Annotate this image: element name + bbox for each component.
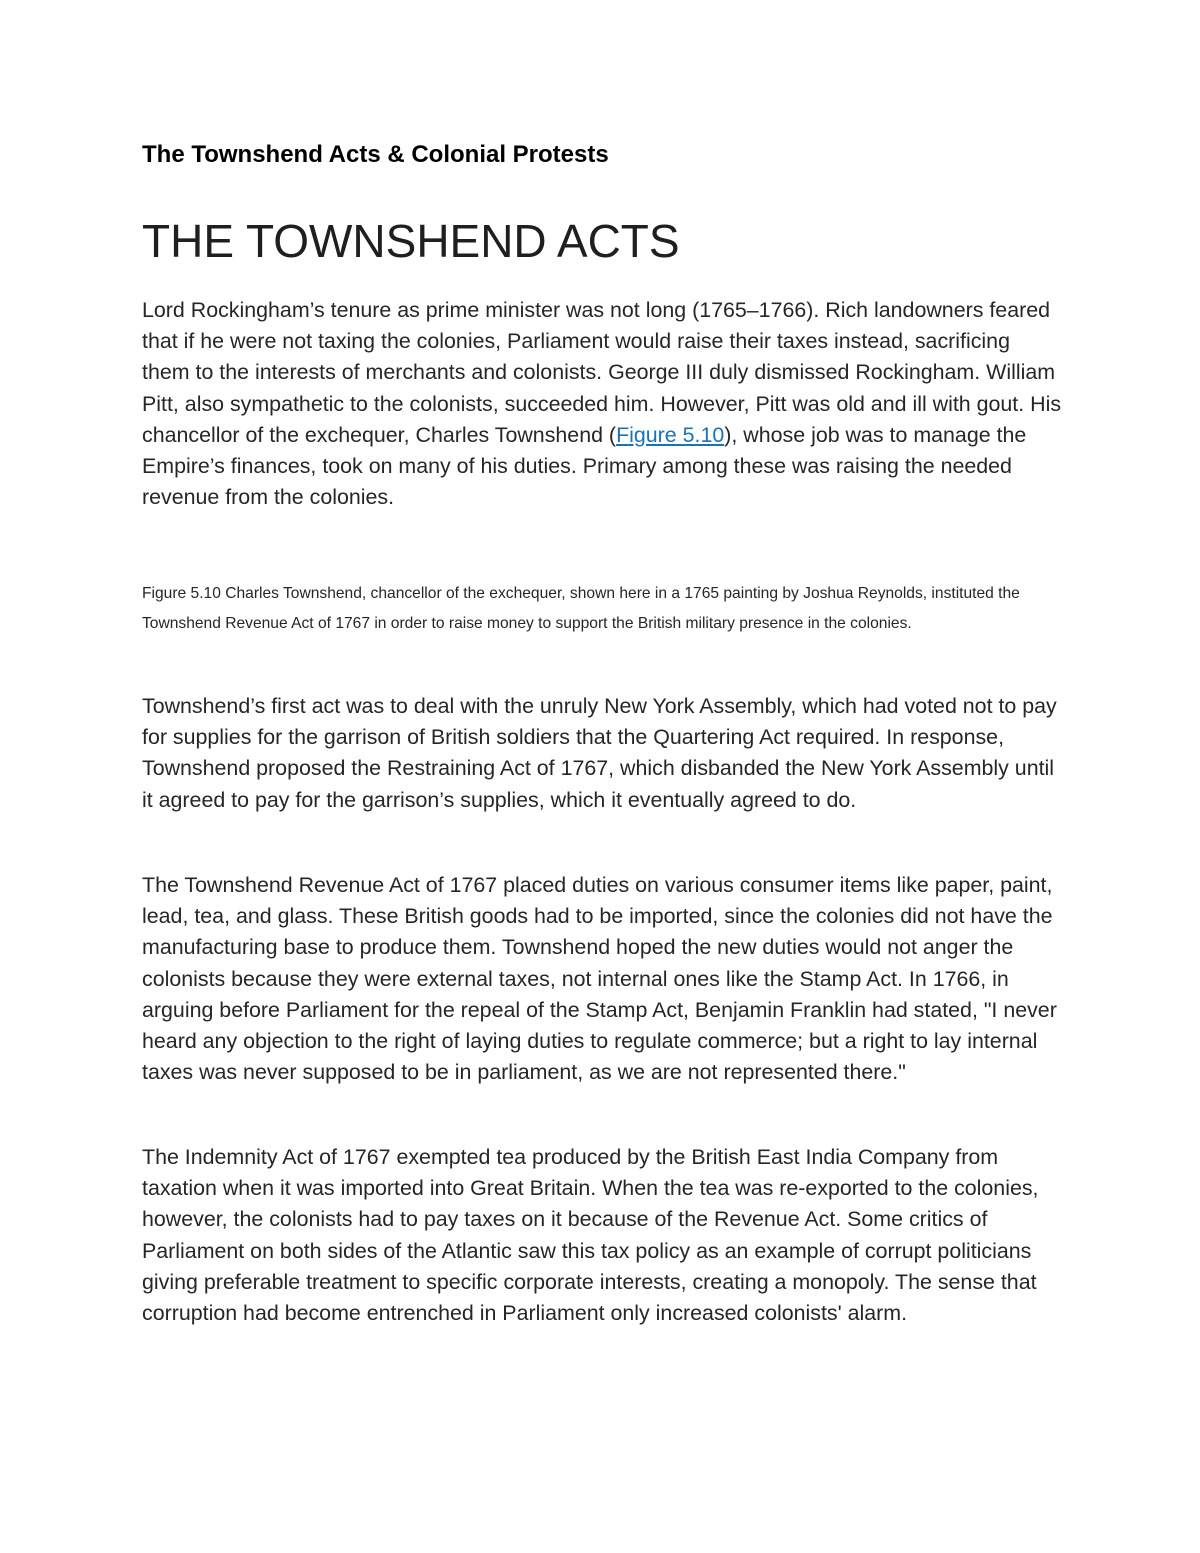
paragraph-rockingham: [142, 295, 1062, 513]
section-heading: THE TOWNSHEND ACTS: [142, 215, 680, 267]
figure-caption: Figure 5.10 Charles Townshend, chancellor of the exchequer, shown here in a 1765 painting by Joshua Reynolds, instituted the Townshend Revenue Act of 1767 in order to raise money to support the British military presence in the colonies.: [142, 585, 1020, 632]
paragraph-text: ), whose job was to manage the Empire’s finances, took on many of his duties. Primary among these was raising the needed revenue from the colonies.: [142, 422, 1027, 510]
figure-5-10-link[interactable]: Figure 5.10: [616, 422, 725, 447]
paragraph-revenue-act: The Townshend Revenue Act of 1767 placed duties on various consumer items like paper, paint, lead, tea, and glass. These British goods had to be imported, since the colonies did not have the manufacturing base to produce them. Townshend hoped the new duties would not anger the colonists because they were external taxes, not internal ones like the Stamp Act. In 1766, in arguing before Parliament for the repeal of the Stamp Act, Benjamin Franklin had stated, "I never heard any objection to the right of laying duties to regulate commerce; but a right to lay internal taxes was never supposed to be in parliament, as we are not represented there.": [142, 873, 1057, 1085]
paragraph-indemnity-act: The Indemnity Act of 1767 exempted tea produced by the British East India Company from taxation when it was imported into Great Britain. When the tea was re-exported to the colonies, however, the colonists had to pay taxes on it because of the Revenue Act. Some critics of Parliament on both sides of the Atlantic saw this tax policy as an example of corrupt politicians giving preferable treatment to specific corporate interests, creating a monopoly. The sense that corruption had become entrenched in Parliament only increased colonists' alarm.: [142, 1145, 1039, 1326]
paragraph-restraining-act: Townshend’s first act was to deal with the unruly New York Assembly, which had voted not to pay for supplies for the garrison of British soldiers that the Quartering Act required. In response, Townshend proposed the Restraining Act of 1767, which disbanded the New York Assembly until it agreed to pay for the garrison’s supplies, which it eventually agreed to do.: [142, 694, 1057, 812]
paragraph-text: Lord Rockingham’s tenure as prime minister was not long (1765–1766). Rich landowners feared that if he were not taxing the colonies, Parliament would raise their taxes instead, sacrificing them to the interests of merchants and colonists. George III duly dismissed Rockingham. William Pitt, also sympathetic to the colonists, succeeded him. However, Pitt was old and ill with gout. His chancellor of the exchequer, Charles Townshend (: [142, 298, 1062, 447]
document-title: The Townshend Acts & Colonial Protests: [142, 141, 609, 168]
